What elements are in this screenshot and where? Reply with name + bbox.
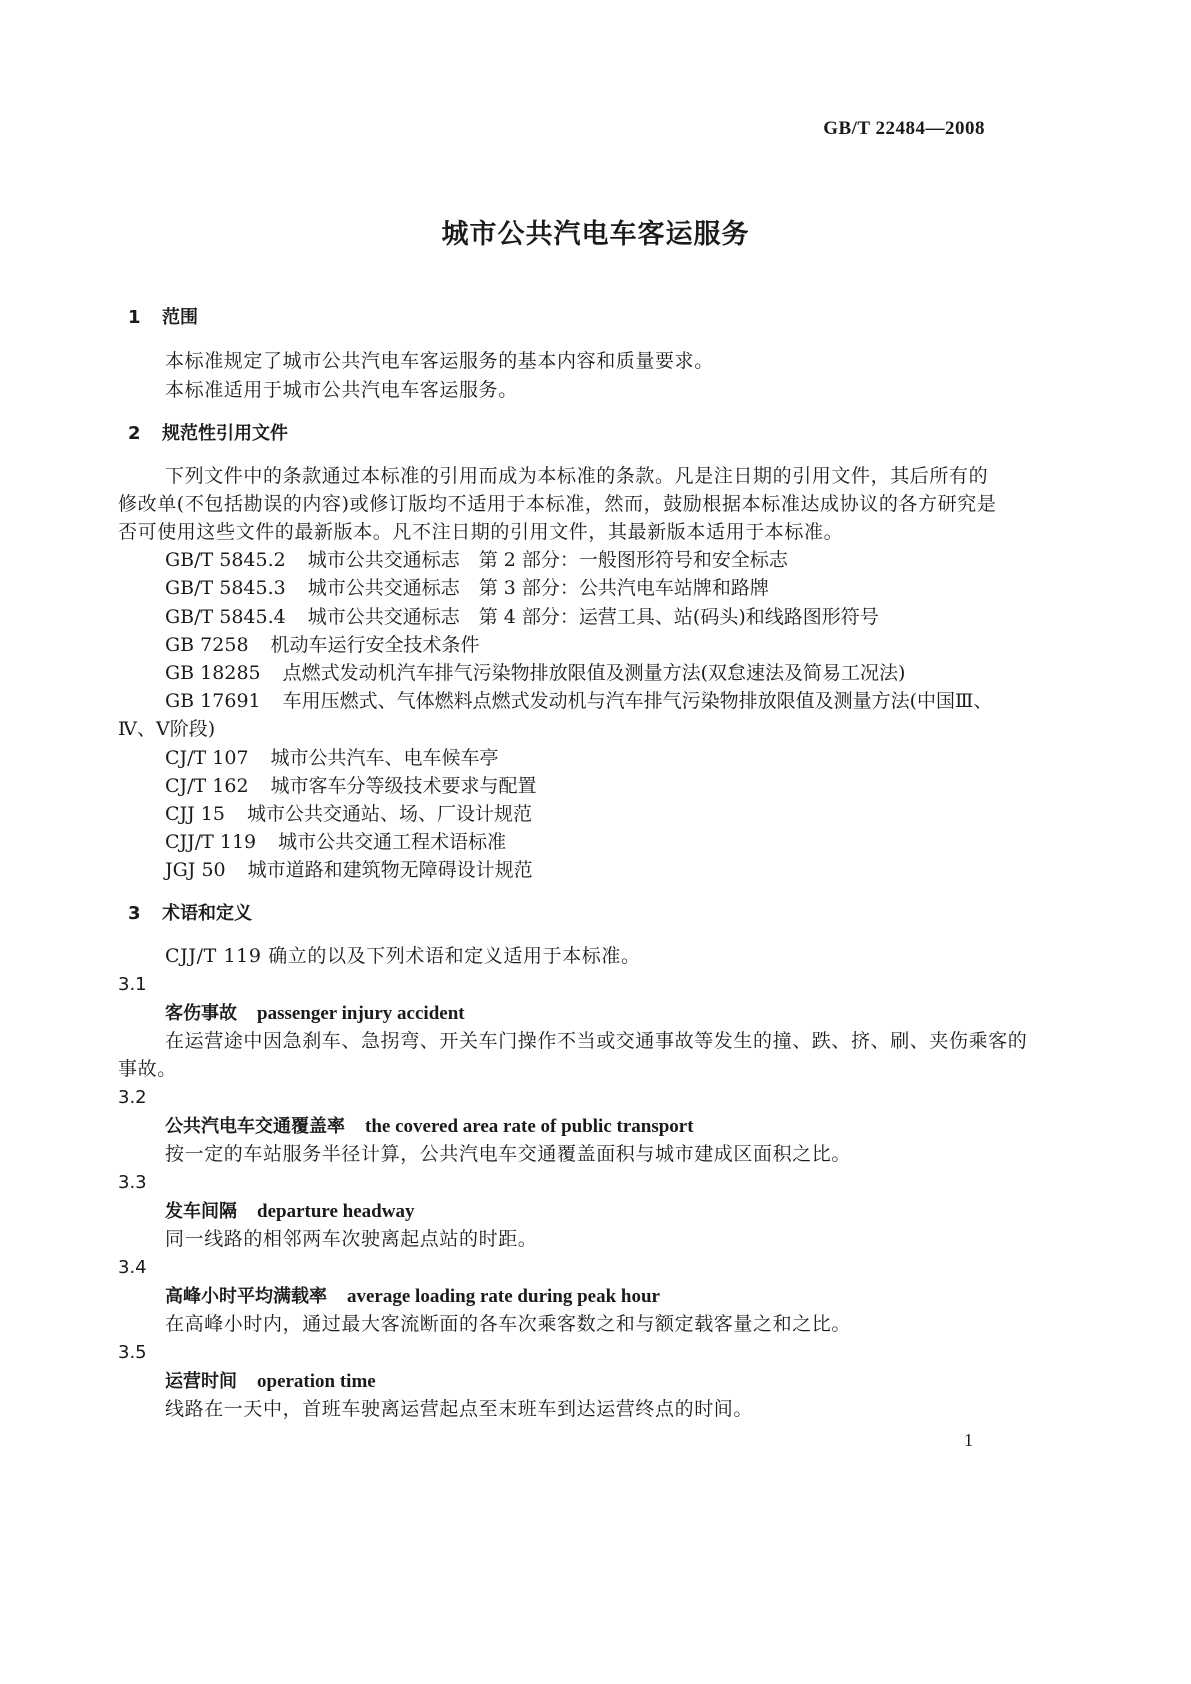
reference-title: 城市公共交通标志 第 3 部分：公共汽电车站牌和路牌 bbox=[307, 577, 769, 599]
reference-title: 城市公共汽车、电车候车亭 bbox=[270, 747, 499, 769]
section-number: 1 bbox=[128, 307, 141, 328]
reference-title: 城市道路和建筑物无障碍设计规范 bbox=[247, 859, 533, 881]
term-english: the covered area rate of public transport bbox=[365, 1116, 694, 1137]
paragraph: 本标准适用于城市公共汽电车客运服务。 bbox=[165, 379, 518, 401]
term-heading bbox=[165, 999, 465, 1027]
section-3-heading bbox=[128, 900, 252, 928]
clause-number: 3.3 bbox=[118, 1172, 147, 1193]
reference-code: CJJ/T 119 bbox=[165, 831, 257, 853]
term-definition: 线路在一天中，首班车驶离运营起点至末班车到达运营终点的时间。 bbox=[165, 1398, 754, 1420]
reference-item bbox=[165, 856, 533, 884]
section-title: 术语和定义 bbox=[162, 903, 252, 924]
reference-item bbox=[165, 744, 499, 772]
section-number: 3 bbox=[128, 903, 141, 924]
term-definition: 按一定的车站服务半径计算，公共汽电车交通覆盖面积与城市建成区面积之比。 bbox=[165, 1143, 852, 1165]
term-english: departure headway bbox=[257, 1201, 415, 1222]
section-2-heading bbox=[128, 420, 288, 448]
reference-item bbox=[165, 687, 992, 715]
section-1-heading bbox=[128, 304, 198, 332]
term-heading bbox=[165, 1367, 376, 1395]
clause-number: 3.2 bbox=[118, 1087, 147, 1108]
reference-title: 城市公共交通工程术语标准 bbox=[278, 831, 507, 853]
reference-code: CJJ 15 bbox=[165, 803, 225, 825]
reference-code: GB 7258 bbox=[165, 634, 249, 656]
term-chinese: 发车间隔 bbox=[165, 1201, 237, 1222]
reference-code: GB/T 5845.3 bbox=[165, 577, 286, 599]
term-english: operation time bbox=[257, 1371, 376, 1392]
reference-code: JGJ 50 bbox=[165, 859, 226, 881]
reference-title: 机动车运行安全技术条件 bbox=[270, 634, 480, 656]
clause-number: 3.4 bbox=[118, 1257, 147, 1278]
document-title: 城市公共汽电车客运服务 bbox=[441, 219, 750, 250]
reference-continuation: Ⅳ、Ⅴ阶段) bbox=[118, 718, 216, 740]
reference-code: GB 18285 bbox=[165, 662, 261, 684]
page-number: 1 bbox=[964, 1430, 973, 1450]
reference-code: GB 17691 bbox=[165, 690, 261, 712]
paragraph-line: 否可使用这些文件的最新版本。凡不注日期的引用文件，其最新版本适用于本标准。 bbox=[118, 521, 844, 543]
term-definition: 在高峰小时内，通过最大客流断面的各车次乘客数之和与额定载客量之和之比。 bbox=[165, 1313, 852, 1335]
term-heading bbox=[165, 1112, 694, 1140]
reference-title: 车用压燃式、气体燃料点燃式发动机与汽车排气污染物排放限值及测量方法(中国Ⅲ、 bbox=[282, 690, 993, 712]
reference-title: 城市公共交通标志 第 4 部分：运营工具、站(码头)和线路图形符号 bbox=[307, 606, 879, 628]
term-definition: 事故。 bbox=[118, 1058, 177, 1080]
reference-title: 点燃式发动机汽车排气污染物排放限值及测量方法(双怠速法及简易工况法) bbox=[282, 662, 906, 684]
term-heading bbox=[165, 1282, 660, 1310]
term-chinese: 客伤事故 bbox=[165, 1003, 237, 1024]
reference-title: 城市客车分等级技术要求与配置 bbox=[270, 775, 537, 797]
reference-code: GB/T 5845.2 bbox=[165, 549, 286, 571]
section-title: 规范性引用文件 bbox=[162, 423, 288, 444]
reference-item bbox=[165, 631, 480, 659]
clause-number: 3.1 bbox=[118, 974, 147, 995]
term-chinese: 公共汽电车交通覆盖率 bbox=[165, 1116, 345, 1137]
reference-title: 城市公共交通站、场、厂设计规范 bbox=[247, 803, 533, 825]
section-number: 2 bbox=[128, 423, 141, 444]
reference-item bbox=[165, 603, 879, 631]
paragraph: 本标准规定了城市公共汽电车客运服务的基本内容和质量要求。 bbox=[165, 350, 714, 372]
term-english: passenger injury accident bbox=[257, 1003, 465, 1024]
reference-item bbox=[165, 800, 532, 828]
term-definition: 在运营途中因急刹车、急拐弯、开关车门操作不当或交通事故等发生的撞、跌、挤、刷、夹伤乘客的 bbox=[165, 1030, 1028, 1052]
paragraph-line: 修改单(不包括勘误的内容)或修订版均不适用于本标准，然而，鼓励根据本标准达成协议的各方研究是 bbox=[118, 493, 997, 515]
reference-code: CJ/T 107 bbox=[165, 747, 249, 769]
reference-title: 城市公共交通标志 第 2 部分：一般图形符号和安全标志 bbox=[307, 549, 788, 571]
reference-item bbox=[165, 574, 769, 602]
reference-item bbox=[165, 828, 506, 856]
reference-code: CJ/T 162 bbox=[165, 775, 249, 797]
section-title: 范围 bbox=[162, 307, 198, 328]
reference-item bbox=[165, 772, 537, 800]
term-heading bbox=[165, 1197, 414, 1225]
term-chinese: 高峰小时平均满载率 bbox=[165, 1286, 327, 1307]
term-english: average loading rate during peak hour bbox=[347, 1286, 660, 1307]
term-chinese: 运营时间 bbox=[165, 1371, 237, 1392]
standard-code: GB/T 22484—2008 bbox=[823, 118, 985, 139]
clause-number: 3.5 bbox=[118, 1342, 147, 1363]
reference-item bbox=[165, 659, 905, 687]
reference-item bbox=[165, 546, 788, 574]
paragraph-line: 下列文件中的条款通过本标准的引用而成为本标准的条款。凡是注日期的引用文件，其后所有的 bbox=[165, 465, 989, 487]
paragraph: CJJ/T 119 确立的以及下列术语和定义适用于本标准。 bbox=[165, 945, 641, 967]
reference-code: GB/T 5845.4 bbox=[165, 606, 286, 628]
term-definition: 同一线路的相邻两车次驶离起点站的时距。 bbox=[165, 1228, 538, 1250]
